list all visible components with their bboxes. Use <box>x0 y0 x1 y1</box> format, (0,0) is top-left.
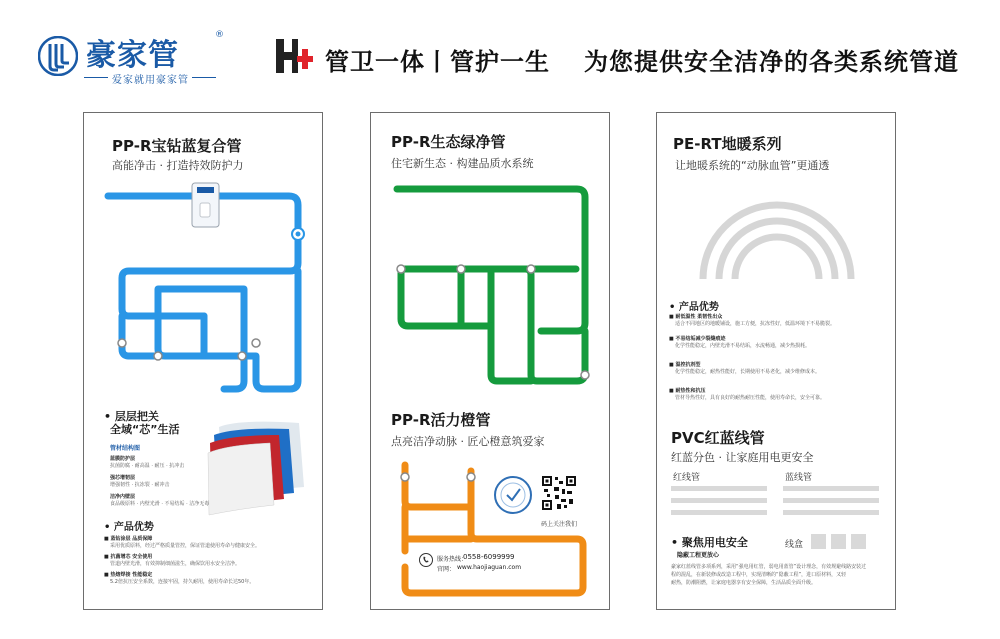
panel-ppr-green-orange <box>370 112 610 610</box>
panel1-layers-title-2: 全域“芯”生活 <box>110 423 180 436</box>
layer-2-name: 强芯增韧层 <box>110 475 136 481</box>
panel2-title: PP-R生态绿净管 <box>391 133 506 151</box>
blue-pipe-bar-1 <box>783 486 879 491</box>
panel3-adv-2-desc: 化学性能稳定，内壁光滑不易结垢，水流畅通，减少热损耗。 <box>675 343 811 349</box>
red-pipe-bar-3 <box>671 510 767 515</box>
panel3-adv-3-desc: 化学性能稳定，耐热性能好，长期使用不易老化，减少维修成本。 <box>675 369 821 375</box>
layer-1-desc: 抗菌防腐 · 耐高温 · 耐压 · 抗冲击 <box>110 463 185 469</box>
panel3-subtitle: 让地暖系统的“动脉血管”更通透 <box>675 159 830 172</box>
blue-pipe-diagram <box>84 113 322 413</box>
panel3-adv-1-desc: 适合不同地区的地暖铺设，施工方便，抗冻性好，低温环境下不易脆裂。 <box>675 321 836 327</box>
phone-icon <box>419 553 433 567</box>
certification-badge-icon <box>493 475 533 515</box>
panel1-adv-1-title: ■ 蓝钻涂层 品质保障 <box>104 536 153 542</box>
panel1-title: PP-R宝钻蓝复合管 <box>112 137 242 155</box>
panel3-title-2: PVC红蓝线管 <box>671 429 765 447</box>
layer-3-name: 洁净内壁层 <box>110 494 136 500</box>
green-pipe-diagram <box>371 113 609 403</box>
floor-heating-arc-icon <box>697 181 857 281</box>
panel3-subtitle-2: 红蓝分色 · 让家庭用电更安全 <box>671 451 814 464</box>
panel2-subtitle-2: 点亮洁净动脉 · 匠心橙意筑爱家 <box>391 435 545 448</box>
panel3-adv-3-title: ■ 温控抗剂型 <box>669 362 701 368</box>
panel1-adv-2-title: ■ 抗菌增芯 安全使用 <box>104 554 153 560</box>
panel3-advantage-title: • 产品优势 <box>669 302 719 313</box>
safety-desc-1: 豪家红蓝线管多项系列，采用“强电用红管，弱电用蓝管”设计理念，有效规避线路安装过 <box>671 564 867 570</box>
website-link[interactable]: www.haojiaguan.com <box>457 564 522 571</box>
panel1-advantage-title: • 产品优势 <box>104 522 154 533</box>
safety-subtitle: 隐蔽工程更放心 <box>677 552 720 559</box>
website-label: 官网： <box>437 566 456 573</box>
panel1-adv-3-title: ■ 热熔焊接 性能稳定 <box>104 572 153 578</box>
pipe-layers-illustration <box>204 417 314 517</box>
brand-registered-mark: ® <box>215 30 224 40</box>
qr-code-icon[interactable] <box>541 475 577 511</box>
panel3-title: PE-RT地暖系列 <box>673 135 782 153</box>
red-pipe-bar-2 <box>671 498 767 503</box>
header-motto: 管卫一体丨管护一生 <box>325 48 550 76</box>
red-pipe-bar-1 <box>671 486 767 491</box>
panel1-subtitle: 高能净击 · 打造持效防护力 <box>112 159 244 172</box>
blue-pipe-bar-3 <box>783 510 879 515</box>
wire-box-1 <box>811 534 826 549</box>
brand-logo-icon <box>38 36 78 76</box>
panel2-title-2: PP-R活力橙管 <box>391 411 491 429</box>
panel1-layers-title-1: • 层层把关 <box>104 410 159 423</box>
panel-ppr-blue <box>83 112 323 610</box>
layer-3-desc: 食品级原料 · 内壁光滑 · 不易结垢 · 洁净无毒 <box>110 501 210 507</box>
wire-box-3 <box>851 534 866 549</box>
wire-box-2 <box>831 534 846 549</box>
panel1-adv-1-desc: 采用优质原料，经过严格质量管控，保证管道使用寿命与健康安全。 <box>110 543 261 549</box>
panel1-adv-2-desc: 管道内壁光滑，有效抑制细菌滋生，确保饮用水安全洁净。 <box>110 561 241 567</box>
panel2-subtitle: 住宅新生态 · 构建品质水系统 <box>391 157 534 170</box>
panel3-adv-2-title: ■ 不易结垢减少裂缝痕迹 <box>669 336 726 342</box>
slogan-divider-left <box>84 77 108 78</box>
panel-pert-pvc <box>656 112 896 610</box>
safety-desc-3: 耐热，防潮阻燃，让家庭电器享有安全保障，生活品质全面升级。 <box>671 580 817 586</box>
panel3-adv-4-desc: 管材导热性好，具有良好的耐热耐压性能，使用寿命长，安全可靠。 <box>675 395 826 401</box>
panel3-adv-4-title: ■ 耐热性和抗压 <box>669 388 706 394</box>
header-tagline: 为您提供安全洁净的各类系统管道 <box>584 48 959 76</box>
brand-slogan: 爱家就用豪家管 <box>112 75 189 86</box>
layer-box-title: 管材结构图 <box>110 445 141 452</box>
slogan-divider-right <box>192 77 216 78</box>
wire-box-label: 线盒 <box>785 540 804 550</box>
layer-1-name: 蓝膜防护层 <box>110 456 136 462</box>
h-cross-logo-icon <box>275 37 315 75</box>
hotline-number[interactable]: 0558-6099999 <box>463 553 515 561</box>
blue-pipe-bar-2 <box>783 498 879 503</box>
blue-pipe-label: 蓝线管 <box>785 473 813 483</box>
brand-name: 豪家管 <box>86 38 179 73</box>
layer-2-desc: 增强韧性 · 抗冻裂 · 耐冲击 <box>110 482 170 488</box>
safety-title: • 聚焦用电安全 <box>671 536 748 549</box>
safety-desc-2: 程的混乱，在新装修或改造工程中，实现清晰的“隐蔽工程”，进口原材料，又轻 <box>671 572 847 578</box>
panel1-adv-3-desc: 5.2倍抗压安全系数，连接牢固，持久耐用，使用寿命长达50年。 <box>110 579 255 585</box>
panel3-adv-1-title: ■ 耐低温性 柔韧性出众 <box>669 314 723 320</box>
hotline-label: 服务热线： <box>437 556 468 563</box>
red-pipe-label: 红线管 <box>673 473 701 483</box>
qr-caption: 码上关注我们 <box>541 521 578 528</box>
